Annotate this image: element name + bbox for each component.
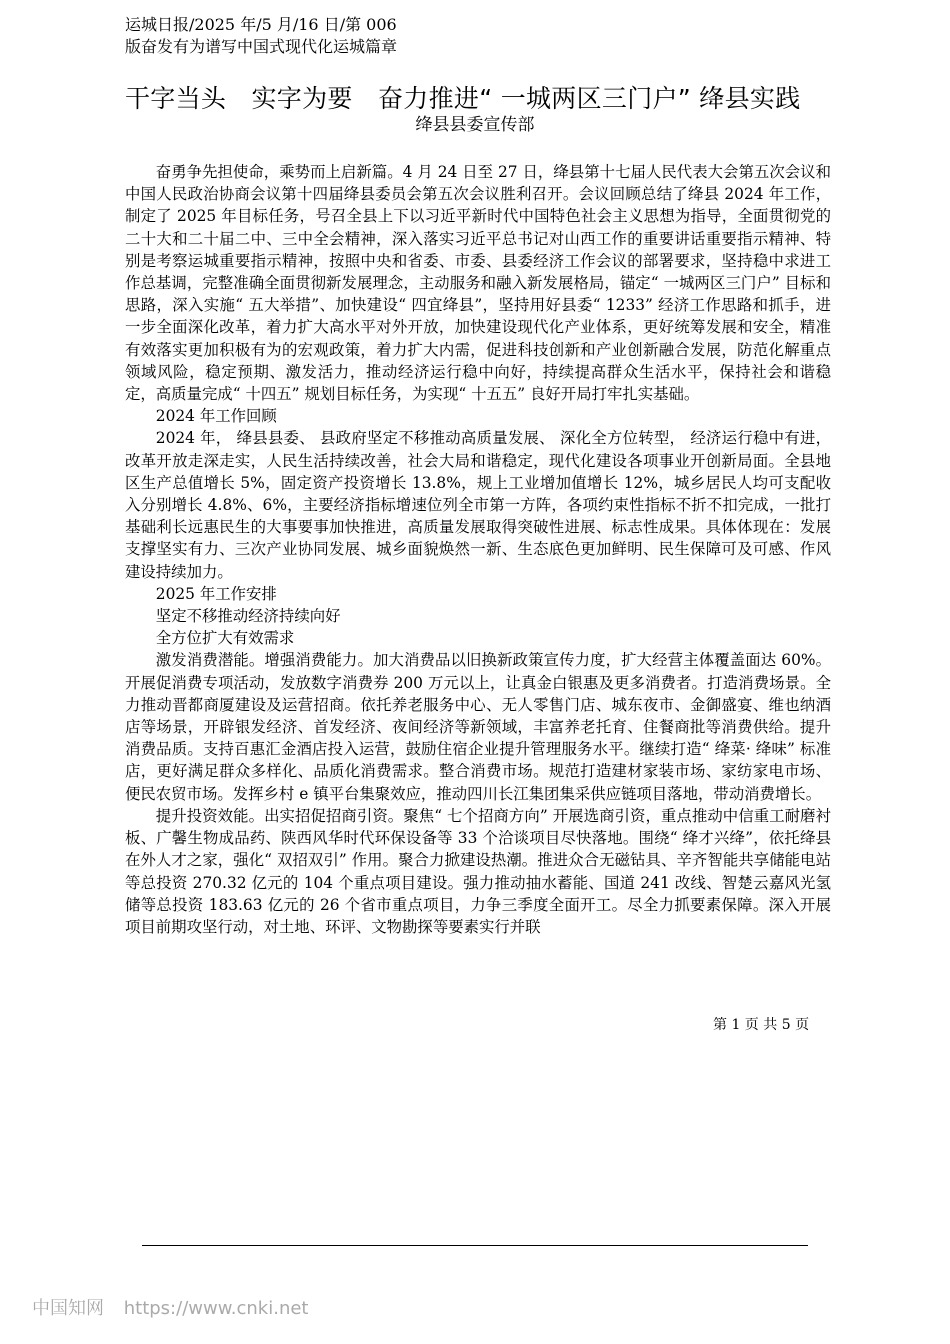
article-body	[125, 161, 831, 938]
subsection-heading: 坚定不移推动经济持续向好	[155, 607, 341, 626]
section-heading: 2024 年工作回顾	[155, 407, 277, 426]
article-author: 绛县县委宣传部	[415, 115, 535, 135]
footer-divider	[142, 1245, 808, 1246]
paragraph: 提升投资效能。出实招促招商引资。聚焦“ 七个招商方向” 开展选商引资，重点推动中信重工耐磨衬板、广馨生物成品药、陕西风华时代环保设备等 33 个洽谈项目尽快落地。围绕“ 绛才兴绛”，依托绛县在外人才之家，强化“ 双招双引” 作用。聚合力掀建设热潮。推进众合无磁钻具、辛齐智能共享储能电站等总投资 270.32 亿元的 104 个重点项目建设。强力推动抽水蓄能、国道 241 改线、智楚云嘉风光氢储等总投资 183.63 亿元的 26 个省市重点项目，力争三季度全面开工。尽全力抓要素保障。深入开展项目前期攻坚行动，对土地、环评、文物勘探等要素实行并联	[125, 806, 831, 936]
source-line: 运城日报/2025 年/5 月/16 日/第 006 版奋发有为谱写中国式现代化运城篇章	[125, 15, 398, 56]
page-number: 第 1 页 共 5 页	[713, 1017, 810, 1033]
subsection-heading: 全方位扩大有效需求	[155, 629, 295, 648]
watermark-url: https://www.cnki.net	[123, 1298, 309, 1319]
paragraph: 2024 年， 绛县县委、 县政府坚定不移推动高质量发展、 深化全方位转型， 经济运行稳中有进，改革开放走深走实，人民生活持续改善，社会大局和谐稳定，现代化建设各项事业开创新局面。全县地区生产总值增长 5%，固定资产投资增长 13.8%，规上工业增加值增长 12%，城乡居民人均可支配收入分别增长 4.8%、6%，主要经济指标增速位列全市第一方阵，各项约束性指标不折不扣完成，一批打基础利长远惠民生的大事要事加快推进，高质量发展取得突破性进展、标志性成果。具体体现在：发展支撑坚实有力、三次产业协同发展、城乡面貌焕然一新、生态底色更加鲜明、民生保障可及可感、作风建设持续加力。	[125, 429, 831, 581]
article-title: 干字当头 实字为要 奋力推进“ 一城两区三门户” 绛县实践	[125, 84, 801, 113]
section-heading: 2025 年工作安排	[155, 584, 277, 603]
paragraph: 激发消费潜能。增强消费能力。加大消费品以旧换新政策宣传力度，扩大经营主体覆盖面达 60%。开展促消费专项活动，发放数字消费券 200 万元以上，让真金白银惠及更多消费者。打造消费场景。全力推动晋都商厦建设及运营招商。依托养老服务中心、无人零售门店、城东夜市、金御盛宴、维也纳酒店等场景，开辟银发经济、首发经济、夜间经济等新领域，丰富养老托育、住餐商批等消费供给。提升消费品质。支持百惠汇金酒店投入运营，鼓励住宿企业提升管理服务水平。继续打造“ 绛菜· 绛味” 标准店，更好满足群众多样化、品质化消费需求。整合消费市场。规范打造建材家装市场、家纺家电市场、便民农贸市场。发挥乡村 e 镇平台集聚效应，推动四川长江集团集采供应链项目落地，带动消费增长。	[125, 651, 831, 803]
watermark-brand: 中国知网	[32, 1298, 104, 1319]
watermark	[32, 1294, 322, 1320]
paragraph: 奋勇争先担使命，乘势而上启新篇。4 月 24 日至 27 日，绛县第十七届人民代表大会第五次会议和中国人民政治协商会议第十四届绛县委员会第五次会议胜利召开。会议回顾总结了绛县 2024 年工作，制定了 2025 年目标任务，号召全县上下以习近平新时代中国特色社会主义思想为指导，全面贯彻党的二十大和二十届二中、三中全会精神，深入落实习近平总书记对山西工作的重要讲话重要指示精神、特别是考察运城重要指示精神，按照中央和省委、市委、县委经济工作会议的部署要求，坚持稳中求进工作总基调，完整准确全面贯彻新发展理念，主动服务和融入新发展格局，锚定“ 一城两区三门户” 目标和思路，深入实施“ 五大举措”、加快建设“ 四宜绛县”，坚持用好县委“ 1233” 经济工作思路和抓手，进一步全面深化改革，着力扩大高水平对外开放，加快建设现代化产业体系，更好统筹发展和安全，精准有效落实更加积极有为的宏观政策，着力扩大内需，促进科技创新和产业创新融合发展，防范化解重点领域风险，稳定预期、激发活力，推动经济运行稳中向好，持续提高群众生活水平，保持社会和谐稳定，高质量完成“ 十四五” 规划目标任务，为实现“ 十五五” 良好开局打牢扎实基础。	[125, 163, 831, 404]
